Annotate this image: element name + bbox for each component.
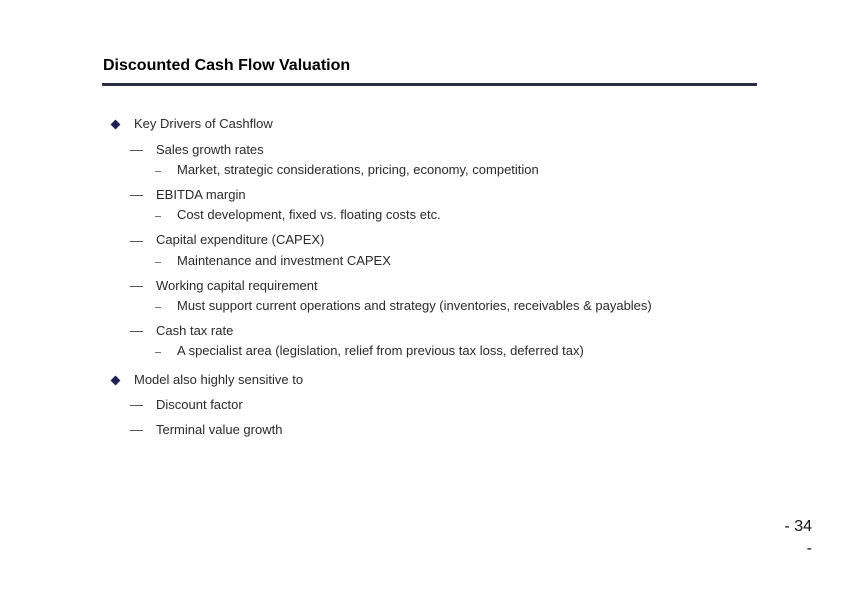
dash-bullet-icon — [130, 195, 143, 196]
list-item: Capital expenditure (CAPEX) — [156, 232, 325, 247]
list-subitem: Must support current operations and strategy (inventories, receivables & payables) — [177, 298, 652, 313]
dash-bullet-icon — [130, 286, 143, 287]
title-underline — [102, 83, 757, 86]
list-item: Sales growth rates — [156, 142, 264, 157]
dash-bullet-icon — [130, 150, 143, 151]
dash-bullet-icon — [155, 216, 161, 217]
list-item: Terminal value growth — [156, 422, 283, 437]
list-subitem: A specialist area (legislation, relief from previous tax loss, deferred tax) — [177, 343, 584, 358]
section-heading: Key Drivers of Cashflow — [134, 116, 273, 131]
list-item: Discount factor — [156, 397, 243, 412]
dash-bullet-icon — [155, 171, 161, 172]
diamond-bullet-icon — [111, 120, 121, 130]
dash-bullet-icon — [130, 331, 143, 332]
dash-bullet-icon — [130, 405, 143, 406]
list-subitem: Maintenance and investment CAPEX — [177, 253, 391, 268]
list-subitem: Cost development, fixed vs. floating costs etc. — [177, 207, 441, 222]
page-number-line: - — [806, 540, 812, 557]
page-number — [784, 516, 812, 560]
section-heading: Model also highly sensitive to — [134, 372, 304, 387]
diamond-bullet-icon — [111, 376, 121, 386]
list-item: Working capital requirement — [156, 278, 318, 293]
dash-bullet-icon — [155, 307, 161, 308]
dash-bullet-icon — [130, 241, 143, 242]
page-number-line: - 34 — [784, 518, 812, 535]
dash-bullet-icon — [155, 352, 161, 353]
dash-bullet-icon — [130, 430, 143, 431]
dash-bullet-icon — [155, 262, 161, 263]
list-item: EBITDA margin — [156, 187, 246, 202]
list-subitem: Market, strategic considerations, pricing, economy, competition — [177, 162, 539, 177]
list-item: Cash tax rate — [156, 323, 234, 338]
page-title: Discounted Cash Flow Valuation — [103, 57, 351, 74]
